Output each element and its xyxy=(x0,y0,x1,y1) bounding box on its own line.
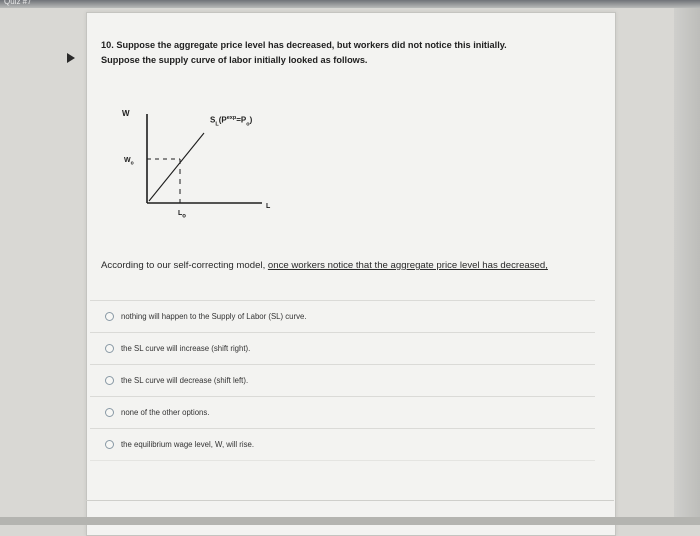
prompt-lead: According to our self-correcting model, xyxy=(101,260,268,271)
window-right-edge xyxy=(674,8,700,525)
w0-subscript: o xyxy=(130,160,134,167)
answer-option[interactable] xyxy=(90,300,595,332)
labor-supply-graph xyxy=(110,100,310,230)
answer-options xyxy=(90,300,595,461)
x-axis-label: L xyxy=(266,203,271,210)
l0-letter: L xyxy=(178,210,183,217)
sl-s: S xyxy=(210,115,216,125)
y-axis-label: W xyxy=(122,109,130,118)
answer-option[interactable] xyxy=(90,364,595,396)
answer-option[interactable] xyxy=(90,332,595,364)
option-label: the SL curve will increase (shift right). xyxy=(121,344,251,353)
option-label: nothing will happen to the Supply of Labor (SL) curve. xyxy=(121,312,307,321)
option-label: the SL curve will decrease (shift left). xyxy=(121,376,249,385)
question-prompt xyxy=(101,258,591,274)
option-label: none of the other options. xyxy=(121,408,210,417)
question-line-1: 10. Suppose the aggregate price level has decreased, but workers did not notice this initially. xyxy=(101,40,507,50)
card-bottom-divider xyxy=(86,500,614,501)
sl-equals-p: =P xyxy=(236,115,247,125)
w0-letter: W xyxy=(124,157,131,164)
answer-option[interactable] xyxy=(90,396,595,428)
radio-button[interactable] xyxy=(105,408,114,417)
labor-supply-curve xyxy=(149,133,204,201)
sl-superscript: exp xyxy=(226,115,237,121)
l0-subscript: o xyxy=(182,213,186,220)
mouse-pointer-icon xyxy=(67,53,75,63)
prompt-underlined: once workers notice that the aggregate price level has decreased, xyxy=(267,260,548,271)
browser-top-bar xyxy=(0,0,700,8)
sl-subscript: L xyxy=(215,121,219,128)
option-label: the equilibrium wage level, W, will rise. xyxy=(121,440,255,449)
browser-tab-label[interactable]: Quiz #7 xyxy=(4,0,32,6)
sl-paren-p: (P xyxy=(218,115,227,125)
window-bottom-strip xyxy=(0,517,700,525)
w0-label xyxy=(124,157,134,166)
radio-button[interactable] xyxy=(105,376,114,385)
radio-button[interactable] xyxy=(105,440,114,449)
supply-curve-label xyxy=(210,115,252,127)
radio-button[interactable] xyxy=(105,344,114,353)
question-line-2: Suppose the supply curve of labor initially looked as follows. xyxy=(101,55,368,65)
answer-option[interactable] xyxy=(90,428,595,461)
sl-p-subscript: o xyxy=(246,121,250,128)
sl-close-paren: ) xyxy=(249,115,253,125)
radio-button[interactable] xyxy=(105,312,114,321)
l0-label xyxy=(178,210,186,219)
question-text xyxy=(101,38,581,68)
